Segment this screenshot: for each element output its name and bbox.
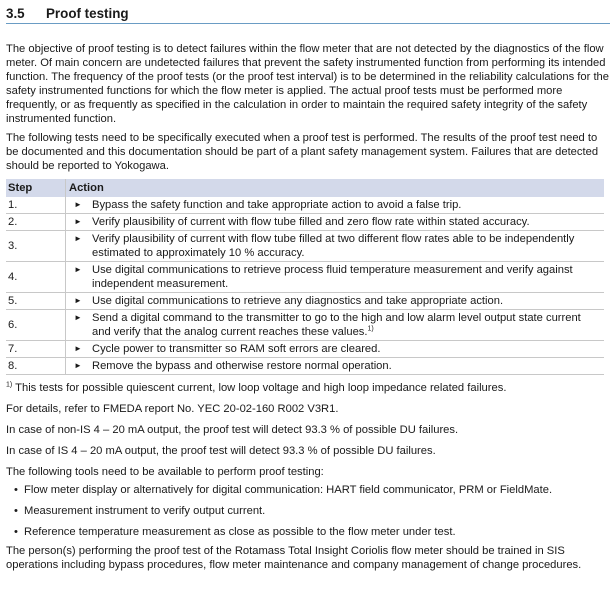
triangle-bullet-icon: ► [74,296,82,305]
closing-paragraph: The person(s) performing the proof test of the Rotamass Total Insight Coriolis flow meter should be trained in SIS operations including bypass procedures, flow meter maintenance and company management of change procedures. [6,545,582,571]
action-text: Verify plausibility of current with flow tube filled at two different flow rates able to be independently estimated to approximately 10 % accuracy. [92,233,575,259]
step-action [66,262,605,293]
list-item: • Reference temperature measurement as close as possible to the flow meter under test. [6,525,610,539]
bullet-icon: • [14,505,18,517]
table-row [6,214,604,231]
step-action [66,197,605,214]
step-action [66,341,605,358]
bullet-icon: • [14,484,18,496]
table-row [6,358,604,375]
step-action [66,358,605,375]
tools-intro: The following tools need to be available to perform proof testing: [6,466,324,478]
is-coverage: In case of IS 4 – 20 mA output, the proof test will detect 93.3 % of possible DU failures. [6,445,436,457]
list-item: • Measurement instrument to verify output current. [6,504,610,518]
action-text: Bypass the safety function and take appropriate action to avoid a false trip. [92,199,462,211]
step-number: 2. [6,214,66,231]
tools-list [6,483,610,539]
document-page [6,0,610,572]
action-text: Remove the bypass and otherwise restore normal operation. [92,360,392,372]
step-number: 5. [6,293,66,310]
table-row [6,341,604,358]
header-action: Action [66,179,605,197]
step-number: 1. [6,197,66,214]
table-row [6,293,604,310]
step-number: 8. [6,358,66,375]
bullet-icon: • [14,526,18,538]
table-row [6,197,604,214]
step-number: 4. [6,262,66,293]
triangle-bullet-icon: ► [74,265,82,274]
triangle-bullet-icon: ► [74,217,82,226]
step-number: 3. [6,231,66,262]
step-action [66,214,605,231]
table-row [6,310,604,341]
action-text: Send a digital command to the transmitter to go to the high and low alarm level output state current and verify that the analog current reaches these values.$^{1)}$ [92,312,581,338]
section-heading [6,5,610,24]
fmeda-reference: For details, refer to FMEDA report No. YEC 20-02-160 R002 V3R1. [6,403,339,415]
table-row [6,262,604,293]
header-step: Step [6,179,66,197]
action-text: Cycle power to transmitter so RAM soft errors are cleared. [92,343,381,355]
step-number: 7. [6,341,66,358]
triangle-bullet-icon: ► [74,361,82,370]
step-action [66,293,605,310]
step-action [66,231,605,262]
list-item: • Flow meter display or alternatively for digital communication: HART field communicator, PRM or FieldMate. [6,483,610,497]
action-text: Use digital communications to retrieve process fluid temperature measurement and verify against independent measurement. [92,264,573,290]
triangle-bullet-icon: ► [74,344,82,353]
footnote-text: This tests for possible quiescent current, low loop voltage and high loop impedance related failures. [12,382,507,394]
table-row [6,231,604,262]
triangle-bullet-icon: ► [74,200,82,209]
non-is-coverage: In case of non-IS 4 – 20 mA output, the proof test will detect 93.3 % of possible DU failures. [6,424,459,436]
footnote-marker: 1) [6,381,13,389]
triangle-bullet-icon: ► [74,313,82,322]
table-header-row [6,179,604,197]
footnote-ref: 1) [367,325,374,333]
action-text: Use digital communications to retrieve any diagnostics and take appropriate action. [92,295,504,307]
tests-intro-paragraph: The following tests need to be specifically executed when a proof test is performed. The results of the proof test need to be documented and this documentation should be part of a plant safety management system. Failures that are detected should be reported to Yokogawa. [6,132,599,172]
footnote [6,381,610,395]
section-title: Proof testing [46,6,129,21]
step-action [66,310,605,341]
intro-paragraph: The objective of proof testing is to detect failures within the flow meter that are not detected by the diagnostics of the flow meter. Of main concern are undetected failures that prevent the safety instrumented function from performing its intended function. The frequency of the proof tests (or the proof test interval) is to be determined in the reliability calculations for the safety instrumented functions for which the flow meter is applied. The actual proof tests must be performed more frequently, or as frequently as specified in the calculation in order to maintain the required safety integrity of the safety instrumented function. [6,43,609,125]
proof-test-steps-table [6,179,604,375]
action-text: Verify plausibility of current with flow tube filled and zero flow rate within stated accuracy. [92,216,530,228]
triangle-bullet-icon: ► [74,234,82,243]
section-number: 3.5 [6,6,25,21]
step-number: 6. [6,310,66,341]
